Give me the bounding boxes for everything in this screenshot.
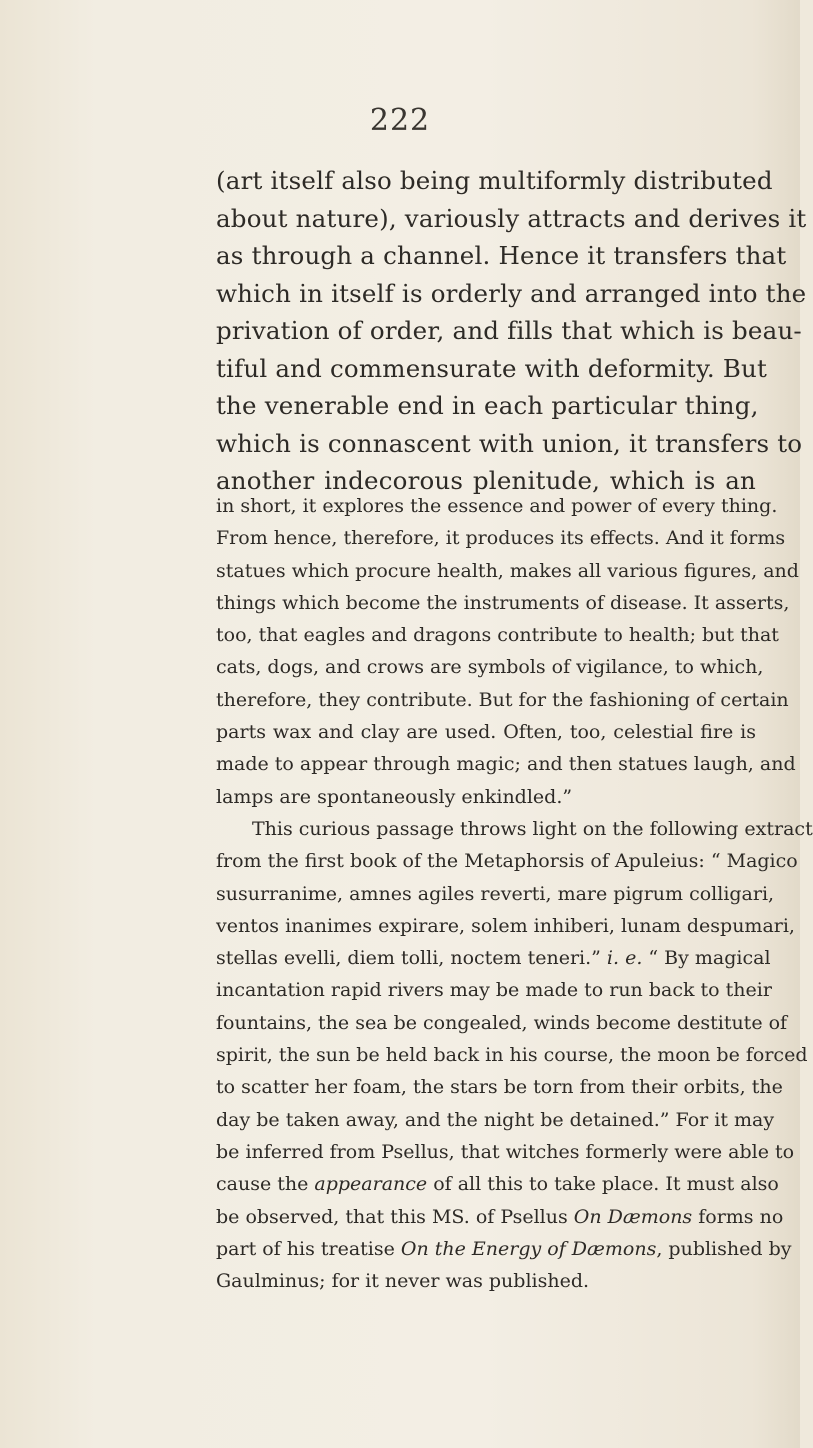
upper-paragraph	[216, 162, 807, 500]
text-line: the venerable end in each particular thing,	[216, 391, 759, 420]
italic-run: i. e.	[606, 947, 643, 970]
text-line: which in itself is orderly and arranged into the	[216, 278, 807, 308]
text-line: as through a channel. Hence it transfers that	[216, 241, 787, 270]
text-line: This curious passage throws light on the following extract	[252, 817, 813, 840]
text-line: susurranime, amnes agiles reverti, mare pigrum colligari,	[216, 882, 775, 905]
text-line: which is connascent with union, it transfers to	[216, 428, 803, 458]
page-number: 222	[369, 103, 431, 138]
italic-run: On Dæmons	[573, 1205, 693, 1228]
text-line: Gaulminus; for it never was published.	[216, 1270, 590, 1293]
italic-run: appearance	[314, 1173, 428, 1196]
text-run: cause the	[216, 1173, 315, 1196]
text-line: ventos inanimes expirare, solem inhiberi, lunam despumari,	[216, 914, 795, 937]
text-run: stellas evelli, diem tolli, noctem teneri.”	[216, 947, 607, 970]
text-line	[216, 1201, 784, 1233]
text-line: therefore, they contribute. But for the fashioning of certain	[216, 688, 789, 711]
text-run: “ By magical	[642, 947, 771, 970]
text-line: lamps are spontaneously enkindled.”	[216, 785, 573, 808]
text-line: privation of order, and fills that which is beau-	[216, 316, 802, 345]
text-line: From hence, therefore, it produces its effects. And it forms	[216, 527, 786, 550]
text-line: to scatter her foam, the stars be torn from their orbits, the	[216, 1076, 783, 1099]
text-line	[216, 942, 771, 974]
text-line: things which become the instruments of disease. It asserts,	[216, 591, 790, 614]
text-line: tiful and commensurate with deformity. But	[216, 353, 768, 383]
text-line: made to appear through magic; and then statues laugh, and	[216, 753, 796, 776]
text-line: be inferred from Psellus, that witches formerly were able to	[216, 1140, 795, 1163]
text-line: another indecorous plenitude, which is an	[216, 466, 756, 495]
text-line: too, that eagles and dragons contribute to health; but that	[216, 624, 779, 647]
text-line	[216, 1233, 792, 1265]
text-run: forms no	[692, 1205, 784, 1228]
text-line: about nature), variously attracts and derives it	[216, 203, 807, 233]
text-run: of all this to take place. It must also	[427, 1173, 779, 1196]
text-line: from the first book of the Metaphorsis of Apuleius: “ Magico	[216, 850, 798, 873]
text-run: , published by	[656, 1237, 792, 1260]
text-line: day be taken away, and the night be detained.” For it may	[216, 1108, 775, 1131]
text-line: incantation rapid rivers may be made to run back to their	[216, 979, 772, 1002]
text-line: (art itself also being multiformly distributed	[216, 166, 773, 195]
text-line: parts wax and clay are used. Often, too, celestial fire is	[216, 721, 756, 744]
text-line: cats, dogs, and crows are symbols of vigilance, to which,	[216, 656, 764, 679]
text-run: part of his treatise	[216, 1237, 401, 1260]
text-line: statues which procure health, makes all various figures, and	[216, 559, 799, 582]
italic-run: On the Energy of Dæmons	[400, 1237, 657, 1260]
lower-text	[216, 490, 813, 1297]
text-run: be observed, that this MS. of Psellus	[216, 1205, 574, 1228]
text-line: spirit, the sun be held back in his course, the moon be forced	[216, 1044, 808, 1067]
text-line: in short, it explores the essence and power of every thing.	[216, 495, 778, 517]
text-line	[216, 1168, 779, 1200]
text-line: fountains, the sea be congealed, winds become destitute of	[216, 1011, 788, 1034]
